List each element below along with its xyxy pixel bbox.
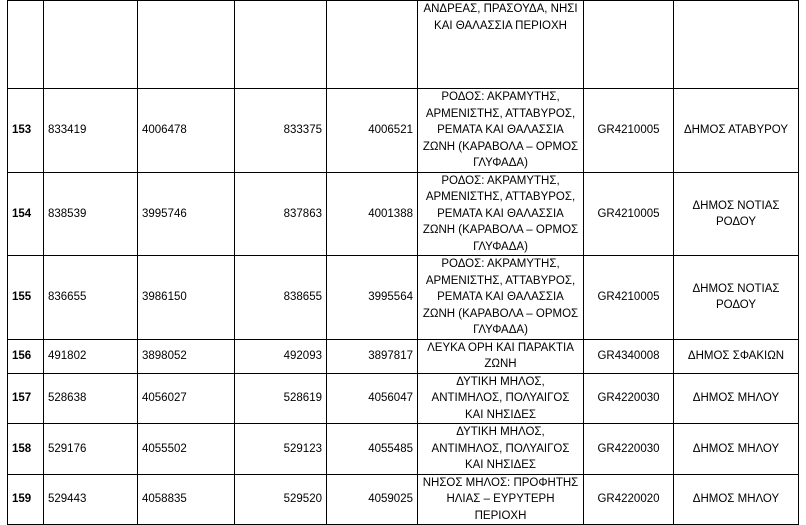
municipality-line: ΔΗΜΟΣ ΝΟΤΙΑΣ bbox=[692, 283, 780, 296]
cell-y1: 4055502 bbox=[138, 424, 235, 475]
cell-municipality bbox=[674, 1, 799, 89]
cell-y2: 4059025 bbox=[327, 474, 418, 525]
municipality-line: ΡΟΔΟΥ bbox=[715, 215, 757, 228]
table-row bbox=[8, 424, 799, 475]
cell-y2: 3897817 bbox=[327, 339, 418, 373]
cell-code: GR4220030 bbox=[584, 424, 674, 475]
area-line: ΑΝΤΙΜΗΛΟΣ, ΠΟΛΥΑΙΓΟΣ bbox=[431, 442, 570, 455]
table-row bbox=[8, 89, 799, 173]
cell-area bbox=[418, 1, 584, 89]
area-line: ΓΛΥΦΑΔΑ) bbox=[473, 157, 528, 169]
cell-municipality bbox=[674, 172, 799, 256]
cell-x2: 833375 bbox=[235, 89, 327, 173]
cell-area bbox=[418, 424, 584, 475]
cell-y1: 3898052 bbox=[138, 339, 235, 373]
cell-municipality bbox=[674, 256, 799, 340]
cell-y2: 4001388 bbox=[327, 172, 418, 256]
area-line: ΑΝΤΙΜΗΛΟΣ, ΠΟΛΥΑΙΓΟΣ bbox=[431, 392, 570, 404]
area-line: ΔΥΤΙΚΗ ΜΗΛΟΣ, bbox=[456, 426, 545, 438]
cell-code: GR4220030 bbox=[584, 373, 674, 424]
cell-x2 bbox=[235, 1, 327, 89]
cell-no: 153 bbox=[8, 89, 44, 173]
area-line: ΡΟΔΟΣ: ΑΚΡΑΜΥΤΗΣ, bbox=[441, 91, 560, 103]
cell-municipality bbox=[674, 424, 799, 475]
area-line: ΑΡΜΕΝΙΣΤΗΣ, ΑΤΤΑΒΥΡΟΣ, bbox=[425, 107, 576, 120]
table-row-continued bbox=[8, 1, 799, 89]
area-line: ΖΩΝΗ (ΚΑΡΑΒΟΛΑ – ΟΡΜΟΣ bbox=[422, 140, 579, 153]
cell-x2: 837863 bbox=[235, 172, 327, 256]
area-line: ΚΑΙ ΝΗΣΙΔΕΣ bbox=[464, 408, 537, 421]
area-line: ΑΝΔΡΕΑΣ, ΠΡΑΣΟΥΔΑ, ΝΗΣΙ bbox=[423, 3, 578, 15]
cell-municipality bbox=[674, 339, 799, 373]
cell-area bbox=[418, 172, 584, 256]
cell-no: 156 bbox=[8, 339, 44, 373]
cell-no: 157 bbox=[8, 373, 44, 424]
area-line: ΝΗΣΟΣ ΜΗΛΟΣ: ΠΡΟΦΗΤΗΣ bbox=[422, 476, 579, 489]
area-line: ΛΕΥΚΑ ΟΡΗ ΚΑΙ ΠΑΡΑΚΤΙΑ bbox=[427, 341, 574, 354]
cell-x1: 529443 bbox=[44, 474, 138, 525]
cell-municipality bbox=[674, 89, 799, 173]
table-row bbox=[8, 373, 799, 424]
area-line: ΡΟΔΟΣ: ΑΚΡΑΜΥΤΗΣ, bbox=[441, 174, 560, 187]
municipality-line: ΔΗΜΟΣ ΜΗΛΟΥ bbox=[692, 493, 780, 506]
area-line: ΡΕΜΑΤΑ ΚΑΙ ΘΑΛΑΣΣΙΑ bbox=[437, 207, 564, 220]
cell-y2 bbox=[327, 1, 418, 89]
municipality-line: ΔΗΜΟΣ ΜΗΛΟΥ bbox=[692, 442, 780, 455]
cell-area bbox=[418, 474, 584, 525]
area-line: ΑΡΜΕΝΙΣΤΗΣ, ΑΤΤΑΒΥΡΟΣ, bbox=[425, 191, 576, 203]
cell-no bbox=[8, 1, 44, 89]
cell-y1: 4058835 bbox=[138, 474, 235, 525]
cell-code: GR4220020 bbox=[584, 474, 674, 525]
cell-no: 154 bbox=[8, 172, 44, 256]
cell-y1: 4006478 bbox=[138, 89, 235, 173]
coordinates-table bbox=[7, 0, 799, 525]
area-line: ΑΡΜΕΝΙΣΤΗΣ, ΑΤΤΑΒΥΡΟΣ, bbox=[425, 274, 576, 287]
cell-y2: 4055485 bbox=[327, 424, 418, 475]
cell-code: GR4340008 bbox=[584, 339, 674, 373]
cell-x2: 529520 bbox=[235, 474, 327, 525]
cell-municipality bbox=[674, 474, 799, 525]
cell-x1: 491802 bbox=[44, 339, 138, 373]
cell-area bbox=[418, 89, 584, 173]
cell-municipality bbox=[674, 373, 799, 424]
cell-code: GR4210005 bbox=[584, 172, 674, 256]
cell-x1: 836655 bbox=[44, 256, 138, 340]
municipality-line: ΔΗΜΟΣ ΜΗΛΟΥ bbox=[692, 392, 780, 405]
cell-x1: 529176 bbox=[44, 424, 138, 475]
cell-y1 bbox=[138, 1, 235, 89]
cell-no: 159 bbox=[8, 474, 44, 525]
area-line: ΚΑΙ ΘΑΛΑΣΣΙΑ ΠΕΡΙΟΧΗ bbox=[434, 19, 567, 32]
cell-y2: 4006521 bbox=[327, 89, 418, 173]
area-line: ΓΛΥΦΑΔΑ) bbox=[473, 240, 528, 253]
area-line: ΖΩΝΗ (ΚΑΡΑΒΟΛΑ – ΟΡΜΟΣ bbox=[422, 307, 579, 320]
cell-x2: 492093 bbox=[235, 339, 327, 373]
cell-y2: 4056047 bbox=[327, 373, 418, 424]
area-line: ΚΑΙ ΝΗΣΙΔΕΣ bbox=[464, 459, 537, 471]
cell-code: GR4210005 bbox=[584, 89, 674, 173]
municipality-line: ΡΟΔΟΥ bbox=[715, 299, 757, 312]
cell-area bbox=[418, 373, 584, 424]
area-line: ΡΕΜΑΤΑ ΚΑΙ ΘΑΛΑΣΣΙΑ bbox=[437, 291, 564, 303]
cell-x2: 528619 bbox=[235, 373, 327, 424]
cell-area bbox=[418, 339, 584, 373]
table-row bbox=[8, 256, 799, 340]
cell-area bbox=[418, 256, 584, 340]
cell-code bbox=[584, 1, 674, 89]
table-row bbox=[8, 474, 799, 525]
cell-y1: 3986150 bbox=[138, 256, 235, 340]
cell-x1: 833419 bbox=[44, 89, 138, 173]
area-line: ΔΥΤΙΚΗ ΜΗΛΟΣ, bbox=[456, 375, 545, 388]
area-line: ΖΩΝΗ bbox=[484, 358, 517, 370]
table-row bbox=[8, 172, 799, 256]
cell-y1: 4056027 bbox=[138, 373, 235, 424]
municipality-line: ΔΗΜΟΣ ΣΦΑΚΙΩΝ bbox=[687, 350, 785, 362]
area-line: ΡΟΔΟΣ: ΑΚΡΑΜΥΤΗΣ, bbox=[441, 258, 560, 270]
cell-code: GR4210005 bbox=[584, 256, 674, 340]
cell-x1 bbox=[44, 1, 138, 89]
cell-no: 158 bbox=[8, 424, 44, 475]
cell-x1: 838539 bbox=[44, 172, 138, 256]
area-line: ΗΛΙΑΣ – ΕΥΡΥΤΕΡΗ ΠΕΡΙΟΧΗ bbox=[446, 493, 555, 522]
cell-x2: 529123 bbox=[235, 424, 327, 475]
table-row bbox=[8, 339, 799, 373]
cell-y2: 3995564 bbox=[327, 256, 418, 340]
table-body bbox=[8, 1, 799, 525]
municipality-line: ΔΗΜΟΣ ΝΟΤΙΑΣ bbox=[692, 199, 780, 212]
cell-y1: 3995746 bbox=[138, 172, 235, 256]
cell-x1: 528638 bbox=[44, 373, 138, 424]
area-line: ΓΛΥΦΑΔΑ) bbox=[473, 324, 528, 336]
municipality-line: ΔΗΜΟΣ ΑΤΑΒΥΡΟΥ bbox=[683, 124, 789, 137]
area-line: ΖΩΝΗ (ΚΑΡΑΒΟΛΑ – ΟΡΜΟΣ bbox=[422, 224, 579, 236]
cell-no: 155 bbox=[8, 256, 44, 340]
area-line: ΡΕΜΑΤΑ ΚΑΙ ΘΑΛΑΣΣΙΑ bbox=[437, 124, 564, 136]
cell-x2: 838655 bbox=[235, 256, 327, 340]
